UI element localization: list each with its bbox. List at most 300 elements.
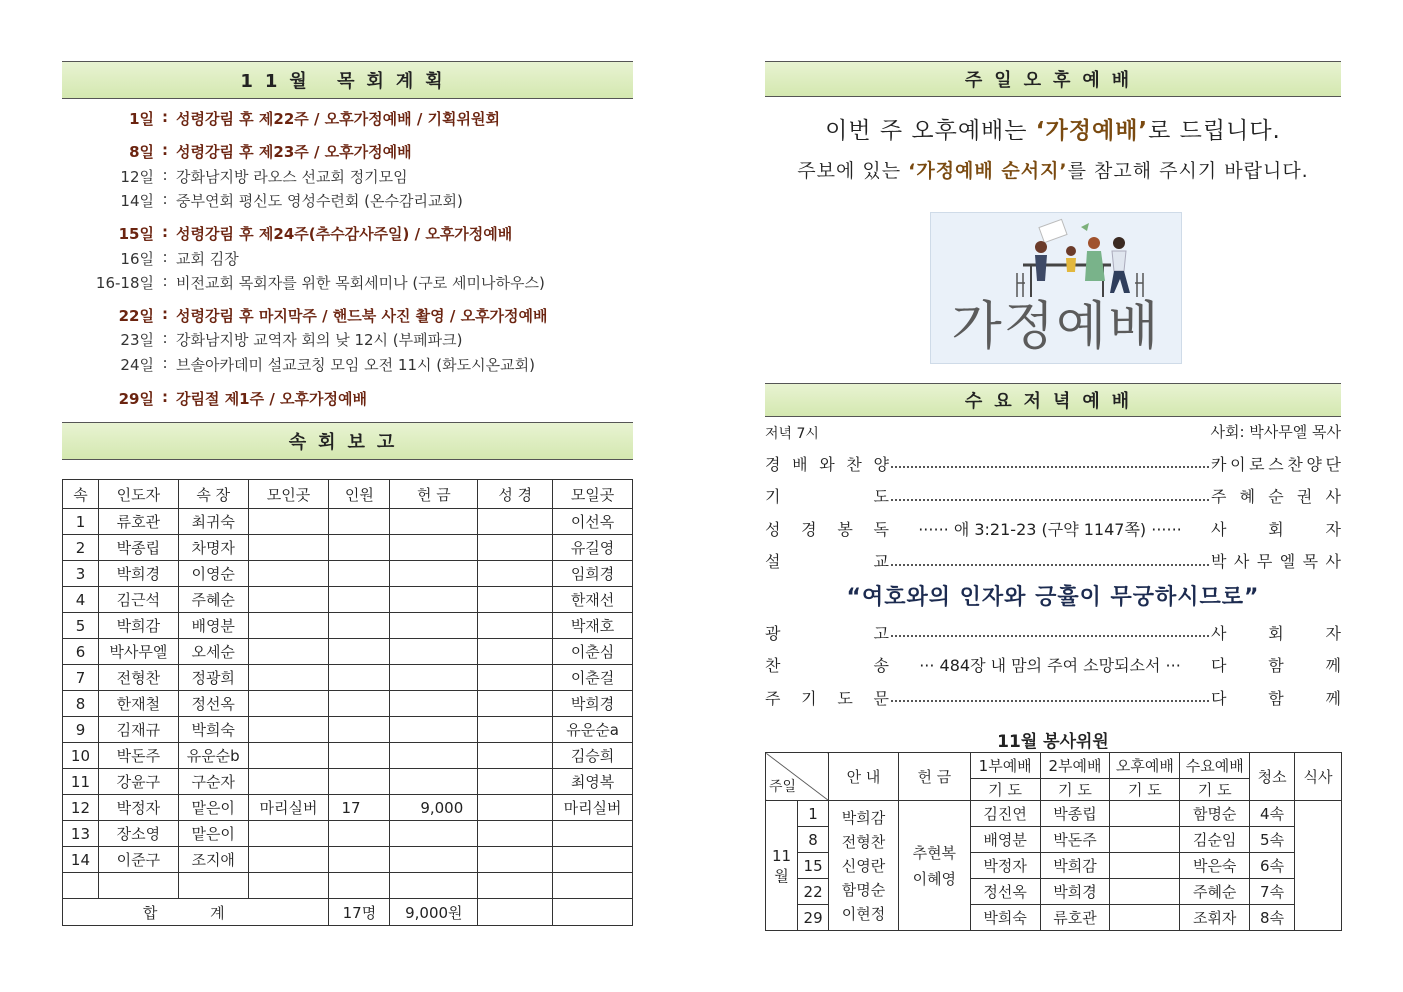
offering-header: 헌 금 [898,753,970,801]
report-cell [390,639,478,665]
report-cell [478,769,553,795]
report-cell: 이영순 [178,561,248,587]
report-cell: 조지애 [178,847,248,873]
char: 께 [1325,688,1341,708]
report-cell: 오세순 [178,639,248,665]
report-cell [390,821,478,847]
report-cell: 1 [63,509,99,535]
schedule-colon: : [162,272,168,290]
table-row [63,795,633,821]
report-cell: 박종립 [98,535,178,561]
report-header-cell: 헌 금 [390,480,478,509]
total-people: 17명 [329,899,390,926]
offering-name: 추현복 [912,843,957,862]
order-detail [889,491,1211,501]
report-cell [248,743,329,769]
prayer-header-1: 기 도 [970,779,1040,801]
schedule-date: 16일 [120,250,154,268]
schedule-item [62,190,463,211]
prayer-header-3: 기 도 [1110,779,1180,801]
char: 혜 [1239,487,1256,506]
guide-name: 신영란 [841,856,886,875]
report-cell [390,769,478,795]
report-cell [329,691,390,717]
char: 사 [1325,552,1341,571]
report-header-cell: 모일곳 [553,480,633,509]
report-cell [248,639,329,665]
schedule-text: 브솔아카데미 설교코칭 모임 오전 11시 (화도시온교회) [176,356,535,374]
svc2-prayer: 박종립 [1040,801,1110,827]
wed-prayer: 김순임 [1180,827,1250,853]
order-label [765,517,889,540]
notice1-highlight: ‘가정예배’ [1035,118,1149,144]
schedule-item [62,329,462,350]
report-cell [248,769,329,795]
svc1-header: 1부예배 [970,753,1040,779]
report-cell [478,613,553,639]
report-cell: 11 [63,769,99,795]
char: 배 [792,454,808,474]
report-cell [478,795,553,821]
order-person [1211,653,1341,676]
char: 무 [1256,552,1273,571]
report-cell [478,665,553,691]
report-cell: 주혜순 [178,587,248,613]
schedule-text: 교회 김장 [176,250,239,268]
plan-title-bar [62,61,633,99]
cleaning-group: 8속 [1250,905,1295,931]
report-cell [478,743,553,769]
char: 스 [1268,454,1284,474]
schedule-colon: : [162,329,168,347]
schedule-text: 강화남지방 라오스 선교회 정기모임 [176,168,408,186]
report-header-cell: 모인곳 [248,480,329,509]
wed-prayer: 조휘자 [1180,905,1250,931]
plan-title: 11월 목회계획 [240,71,455,92]
order-detail [889,517,1211,540]
report-cell [178,873,248,899]
wed-prayer: 박은숙 [1180,853,1250,879]
wed-prayer: 함명순 [1180,801,1250,827]
schedule-item [62,166,408,187]
char: 교 [873,552,889,571]
svc2-prayer: 박희경 [1040,879,1110,905]
sunday-date: 1 [798,801,829,827]
report-cell [248,847,329,873]
char: 주 [765,688,781,708]
report-cell [248,691,329,717]
report-cell: 2 [63,535,99,561]
report-cell [98,873,178,899]
svc2-prayer: 박희감 [1040,853,1110,879]
char: 자 [1325,519,1341,539]
order-detail-text: ······ 애 3:21-23 (구약 1147쪽) ······ [918,519,1182,539]
sunday-date: 22 [798,879,829,905]
report-cell [478,535,553,561]
report-cell: 이준구 [98,847,178,873]
table-row [63,691,633,717]
notice2-pre: 주보에 있는 [797,160,909,182]
char: 기 [765,487,781,506]
total-label: 합 계 [63,899,329,926]
guide-header: 안 내 [829,753,899,801]
cleaning-group: 7속 [1250,879,1295,905]
schedule-date: 23일 [120,331,154,349]
report-cell: 박희숙 [178,717,248,743]
char: 목 [1302,552,1319,571]
char: 독 [873,519,889,539]
schedule-text: 성령강림 후 마지막주 / 핸드북 사진 촬영 / 오후가정예배 [176,307,548,325]
dot-leader [891,491,1209,501]
dot-leader [891,627,1209,637]
char: 회 [1268,623,1284,643]
worship-order-item [765,683,1341,711]
schedule-date: 16-18일 [95,274,154,292]
guide-name: 함명순 [841,880,886,899]
family-worship-illustration [930,212,1182,364]
report-cell: 정선옥 [178,691,248,717]
char: 와 [819,454,835,474]
report-cell [478,509,553,535]
cleaning-group: 6속 [1250,853,1295,879]
table-row [63,847,633,873]
char: 다 [1211,656,1227,675]
char: 사 [1233,552,1250,571]
meal-header: 식사 [1295,753,1342,801]
report-cell [553,821,633,847]
order-label [765,653,889,676]
report-cell: 유길영 [553,535,633,561]
char: 도 [837,688,853,708]
char: 성 [765,519,781,539]
sermon-title: “여호와의 인자와 긍휼이 무궁하시므로” [846,585,1260,610]
report-cell [390,717,478,743]
table-row [63,587,633,613]
notice2-highlight: ‘가정예배 순서지’ [908,160,1068,182]
report-cell [390,691,478,717]
report-cell: 맡은이 [178,821,248,847]
cleaning-group: 5속 [1250,827,1295,853]
schedule-text: 성령강림 후 제22주 / 오후가정예배 / 기획위원회 [176,110,500,128]
char: 카 [1211,454,1227,474]
report-cell [390,613,478,639]
report-cell: 구순자 [178,769,248,795]
wed-title: 수요저녁예배 [964,391,1142,412]
sunday-date: 15 [798,853,829,879]
month-label: 11월 [766,801,798,931]
char: 엘 [1279,552,1296,571]
pm-prayer [1110,905,1180,931]
report-cell [248,873,329,899]
order-label [765,484,889,507]
schedule-colon: : [162,388,168,406]
schedule-text: 중부연회 평신도 영성수련회 (온수감리교회) [176,192,463,210]
schedule-item [62,141,412,162]
afternoon-title: 주일오후예배 [964,70,1142,91]
report-cell [63,873,99,899]
report-cell: 17 [329,795,390,821]
schedule-item [62,388,367,409]
report-cell: 7 [63,665,99,691]
report-header-cell: 성 경 [478,480,553,509]
report-header-cell: 속 [63,480,99,509]
wed-prayer: 주혜순 [1180,879,1250,905]
table-row [63,509,633,535]
report-cell: 8 [63,691,99,717]
svc1-prayer: 박희숙 [970,905,1040,931]
char: 문 [873,688,889,708]
schedule-colon: : [162,190,168,208]
pm-prayer [1110,879,1180,905]
report-cell: 유운순a [553,717,633,743]
report-cell: 박재호 [553,613,633,639]
char: 설 [765,552,781,571]
schedule-item [62,108,500,129]
report-cell: 한재선 [553,587,633,613]
report-cell [478,561,553,587]
guide-name: 이현정 [841,904,886,923]
order-label [765,686,889,709]
schedule-colon: : [162,248,168,266]
report-cell [329,587,390,613]
afternoon-title-bar [765,61,1341,97]
worship-order-item [765,514,1341,542]
pm-prayer [1110,801,1180,827]
volunteer-table [765,752,1342,931]
svc1-prayer: 김진연 [970,801,1040,827]
order-person [1211,452,1341,475]
schedule-colon: : [162,166,168,184]
prayer-header-4: 기 도 [1180,779,1250,801]
char: 양 [1306,454,1322,474]
dot-leader [891,556,1209,566]
char: 다 [1211,688,1227,708]
schedule-date: 8일 [129,143,154,161]
report-cell [329,743,390,769]
char: 경 [765,454,781,474]
worship-order-item [765,449,1341,477]
pm-prayer [1110,827,1180,853]
report-cell [553,873,633,899]
char: 함 [1268,656,1284,675]
char: 사 [1211,623,1227,643]
report-title-bar [62,422,633,460]
svc2-prayer: 박돈주 [1040,827,1110,853]
schedule-text: 비전교회 목회자를 위한 목회세미나 (구로 세미나하우스) [176,274,545,292]
table-row [63,613,633,639]
svc1-prayer: 정선옥 [970,879,1040,905]
svc2-prayer: 류호관 [1040,905,1110,931]
char: 자 [1325,623,1341,643]
report-cell [329,821,390,847]
svc2-header: 2부예배 [1040,753,1110,779]
report-cell: 박돈주 [98,743,178,769]
total-offering: 9,000원 [390,899,478,926]
total-bible [478,899,553,926]
schedule-date: 14일 [120,192,154,210]
svc-pm-header: 오후예배 [1110,753,1180,779]
char: 찬 [846,454,862,474]
svc1-prayer: 배영분 [970,827,1040,853]
schedule-colon: : [162,354,168,372]
report-cell [329,665,390,691]
schedule-date: 1일 [129,110,154,128]
report-cell [329,769,390,795]
char: 로 [1249,454,1265,474]
report-header-cell: 인원 [329,480,390,509]
schedule-date: 12일 [120,168,154,186]
report-cell [390,587,478,613]
report-cell: 박희경 [553,691,633,717]
report-cell: 마리실버 [553,795,633,821]
report-cell: 최귀숙 [178,509,248,535]
report-cell [390,665,478,691]
report-cell: 정광희 [178,665,248,691]
schedule-colon: : [162,305,168,323]
report-cell [478,717,553,743]
illustration-text: 가정예배 [951,297,1161,357]
report-cell: 차명자 [178,535,248,561]
report-cell [248,535,329,561]
report-cell: 한재철 [98,691,178,717]
report-cell: 임희경 [553,561,633,587]
report-cell [248,587,329,613]
schedule-date: 15일 [118,225,154,243]
table-row [63,665,633,691]
report-cell [390,509,478,535]
report-cell: 박희감 [98,613,178,639]
schedule-date: 24일 [120,356,154,374]
order-detail-text: ··· 484장 내 맘의 주여 소망되소서 ··· [919,656,1181,675]
order-detail [889,653,1211,676]
table-row [63,821,633,847]
char: 주 [1211,487,1227,506]
schedule-item [62,305,548,326]
table-row [63,535,633,561]
char: 권 [1296,487,1313,506]
report-cell [248,613,329,639]
wed-host: 사회: 박사무엘 목사 [1210,423,1341,441]
meal-group [1295,801,1342,931]
report-cell: 이춘걸 [553,665,633,691]
report-cell [390,535,478,561]
report-total-row [63,899,633,926]
report-cell: 맡은이 [178,795,248,821]
wed-title-bar [765,383,1341,417]
report-cell [248,665,329,691]
report-cell [329,847,390,873]
char: 순 [1268,487,1284,506]
report-cell [390,847,478,873]
char: 께 [1325,656,1341,675]
order-detail [889,458,1211,468]
schedule-colon: : [162,141,168,159]
schedule-date: 29일 [118,390,154,408]
report-cell: 14 [63,847,99,873]
schedule-date: 22일 [118,307,154,325]
order-person [1211,484,1341,507]
notice1-post: 로 드립니다. [1148,118,1281,144]
char: 함 [1268,688,1284,708]
pm-prayer [1110,853,1180,879]
report-cell [329,509,390,535]
report-cell: 9,000 [390,795,478,821]
char: 송 [873,656,889,675]
schedule-text: 강림절 제1주 / 오후가정예배 [176,390,367,408]
report-cell [478,691,553,717]
report-header-cell: 속 장 [178,480,248,509]
report-cell: 류호관 [98,509,178,535]
schedule-item [62,272,545,293]
report-cell [329,639,390,665]
report-cell: 김승희 [553,743,633,769]
report-cell [478,639,553,665]
report-cell [248,821,329,847]
char: 고 [873,623,889,643]
worship-order-item [765,482,1341,510]
offering-names [898,801,970,931]
report-cell: 6 [63,639,99,665]
dot-leader [891,458,1209,468]
report-cell: 박사무엘 [98,639,178,665]
table-row [63,717,633,743]
report-cell [390,561,478,587]
order-detail [889,556,1211,566]
report-cell [248,717,329,743]
svc1-prayer: 박정자 [970,853,1040,879]
table-row [63,873,633,899]
clean-header: 청소 [1250,753,1295,801]
schedule-colon: : [162,223,168,241]
prayer-header-2: 기 도 [1040,779,1110,801]
report-cell [390,873,478,899]
order-label [765,621,889,644]
schedule-colon: : [162,108,168,126]
report-cell [478,821,553,847]
report-title: 속회보고 [288,432,407,453]
report-cell [248,509,329,535]
report-cell: 배영분 [178,613,248,639]
report-cell: 박희경 [98,561,178,587]
report-cell: 최영복 [553,769,633,795]
report-cell: 10 [63,743,99,769]
report-cell: 12 [63,795,99,821]
char: 경 [801,519,817,539]
report-cell [329,561,390,587]
offering-name: 이혜영 [912,869,957,888]
schedule-text: 성령강림 후 제23주 / 오후가정예배 [176,143,412,161]
week-header-label: 주일 [769,779,797,795]
report-cell [478,847,553,873]
report-cell: 이선옥 [553,509,633,535]
report-cell: 4 [63,587,99,613]
report-cell [478,873,553,899]
week-header [766,753,829,801]
dot-leader [891,692,1209,702]
schedule-item [62,248,239,269]
report-cell: 3 [63,561,99,587]
char: 박 [1211,552,1227,571]
notice-line-2 [765,156,1341,183]
volunteer-title: 11월 봉사위원 [997,732,1109,752]
char: 양 [873,454,889,474]
char: 광 [765,623,781,643]
worship-order-item [765,618,1341,646]
report-cell: 9 [63,717,99,743]
sunday-date: 29 [798,905,829,931]
table-row [63,639,633,665]
char: 회 [1268,519,1284,539]
